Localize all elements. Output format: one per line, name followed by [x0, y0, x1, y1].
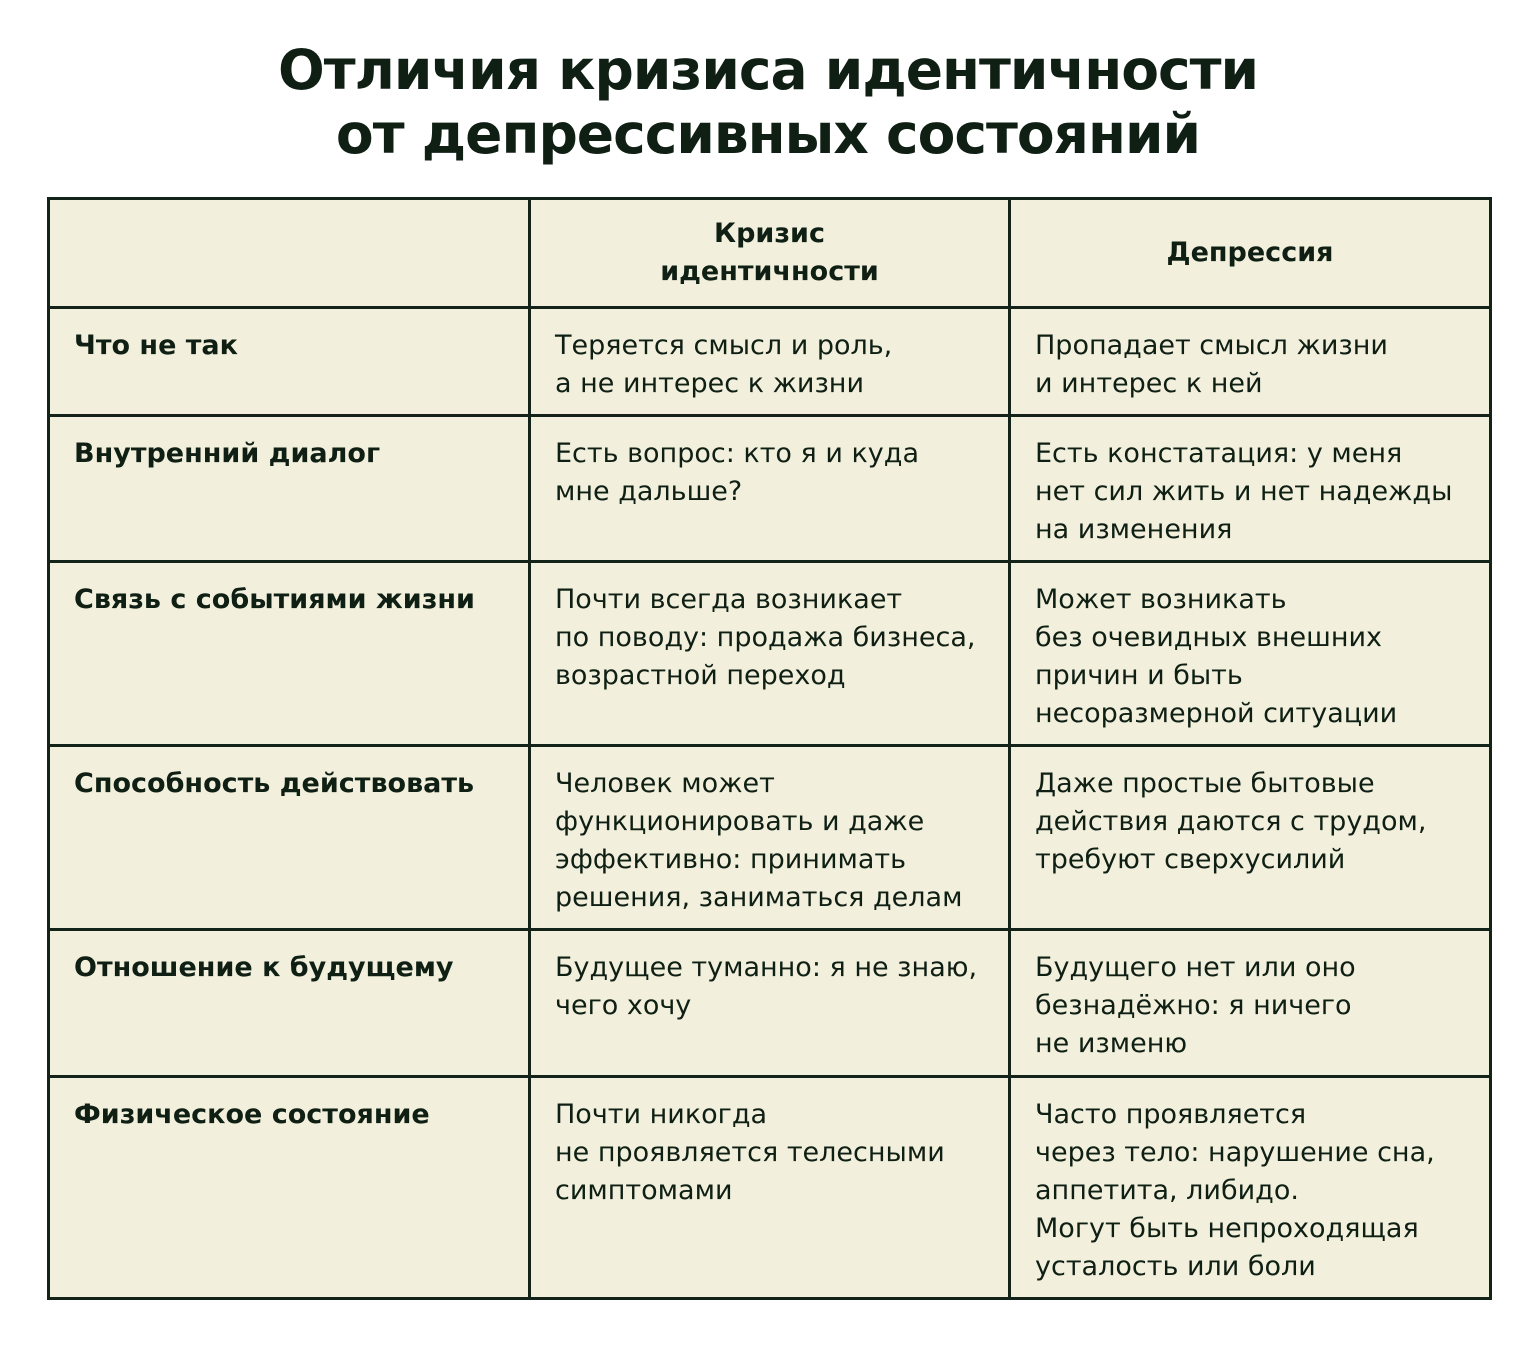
cell-line: эффективно: принимать — [555, 844, 907, 875]
cell-line: без очевидных внешних — [1035, 622, 1383, 653]
row-label: Связь с событиями жизни — [49, 562, 530, 746]
cell-line: возрастной переход — [555, 660, 846, 691]
crisis-cell — [530, 746, 1010, 930]
header-crisis-line: идентичности — [660, 256, 879, 287]
cell-line: нет сил жить и нет надежды — [1035, 476, 1453, 507]
cell-line: действия даются с трудом, — [1035, 806, 1427, 837]
cell-line: не изменю — [1035, 1028, 1188, 1059]
cell-line: Даже простые бытовые — [1035, 768, 1375, 799]
row-label: Физическое состояние — [49, 1077, 530, 1299]
cell-line: несоразмерной ситуации — [1035, 698, 1398, 729]
cell-line: Может возникать — [1035, 584, 1287, 615]
page-title-line-2: от депрессивных состояний — [335, 102, 1201, 166]
depression-cell — [1010, 930, 1491, 1077]
cell-line: усталость или боли — [1035, 1251, 1316, 1282]
cell-line: чего хочу — [555, 990, 692, 1021]
table-header-row — [49, 199, 1491, 308]
cell-line: не проявляется телесными — [555, 1137, 945, 1168]
depression-cell — [1010, 416, 1491, 562]
cell-line: Есть вопрос: кто я и куда — [555, 438, 919, 469]
cell-line: Человек может — [555, 768, 775, 799]
depression-cell — [1010, 562, 1491, 746]
table-row — [49, 416, 1491, 562]
header-depression: Депрессия — [1010, 199, 1491, 308]
cell-line: Пропадает смысл жизни — [1035, 330, 1388, 361]
depression-cell — [1010, 308, 1491, 416]
cell-line: требуют сверхусилий — [1035, 844, 1346, 875]
cell-line: функционировать и даже — [555, 806, 925, 837]
cell-line: безнадёжно: я ничего — [1035, 990, 1352, 1021]
cell-line: Могут быть непроходящая — [1035, 1213, 1419, 1244]
cell-line: через тело: нарушение сна, — [1035, 1137, 1435, 1168]
table-row — [49, 1077, 1491, 1299]
page-title-line-1: Отличия кризиса идентичности — [277, 38, 1259, 102]
cell-line: мне дальше? — [555, 476, 743, 507]
row-label: Способность действовать — [49, 746, 530, 930]
cell-line: по поводу: продажа бизнеса, — [555, 622, 976, 653]
table-row — [49, 308, 1491, 416]
cell-line: Теряется смысл и роль, — [555, 330, 893, 361]
crisis-cell — [530, 930, 1010, 1077]
cell-line: Почти всегда возникает — [555, 584, 903, 615]
cell-line: на изменения — [1035, 514, 1233, 545]
row-label: Что не так — [49, 308, 530, 416]
crisis-cell — [530, 416, 1010, 562]
row-label: Отношение к будущему — [49, 930, 530, 1077]
comparison-table — [47, 197, 1492, 1300]
crisis-cell — [530, 308, 1010, 416]
cell-line: Будущее туманно: я не знаю, — [555, 952, 978, 983]
table-row — [49, 746, 1491, 930]
cell-line: аппетита, либидо. — [1035, 1175, 1299, 1206]
cell-line: и интерес к ней — [1035, 368, 1263, 399]
page-title — [0, 38, 1536, 166]
cell-line: Будущего нет или оно — [1035, 952, 1356, 983]
cell-line: Почти никогда — [555, 1099, 768, 1130]
cell-line: Есть констатация: у меня — [1035, 438, 1403, 469]
depression-cell — [1010, 746, 1491, 930]
header-empty-cell — [49, 199, 530, 308]
cell-line: Часто проявляется — [1035, 1099, 1307, 1130]
cell-line: симптомами — [555, 1175, 733, 1206]
cell-line: решения, заниматься делам — [555, 882, 963, 913]
cell-line: а не интерес к жизни — [555, 368, 865, 399]
crisis-cell — [530, 1077, 1010, 1299]
cell-line: причин и быть — [1035, 660, 1243, 691]
table-row — [49, 562, 1491, 746]
row-label: Внутренний диалог — [49, 416, 530, 562]
depression-cell — [1010, 1077, 1491, 1299]
header-crisis-line: Кризис — [714, 218, 825, 249]
header-crisis — [530, 199, 1010, 308]
crisis-cell — [530, 562, 1010, 746]
table-row — [49, 930, 1491, 1077]
